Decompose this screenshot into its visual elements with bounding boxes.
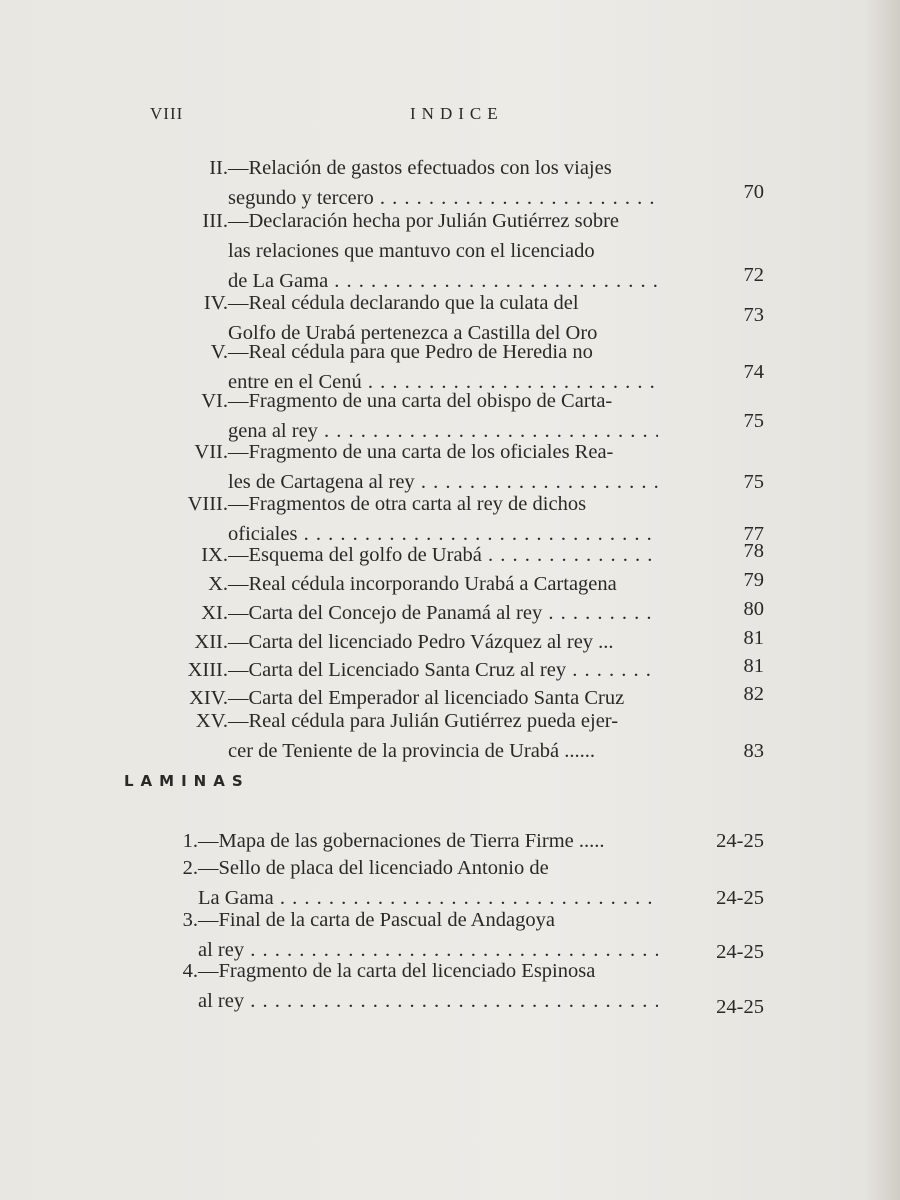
entry-text: entre en el Cenú . . . — [228, 367, 658, 397]
entry-line — [0, 627, 900, 657]
index-entry — [0, 706, 900, 766]
index-entry — [0, 598, 900, 628]
entry-line — [0, 153, 900, 183]
entry-page-ref: 24-25 — [716, 941, 764, 963]
entry-number: XIII. — [187, 659, 228, 681]
entry-number: XIV. — [189, 687, 228, 709]
entry-text: —Fragmento de la carta del licenciado Espinosa — [198, 960, 596, 982]
entry-page-ref: 80 — [743, 598, 764, 620]
entry-line — [0, 956, 900, 986]
index-entry — [0, 627, 900, 657]
entry-page-ref: 82 — [743, 683, 764, 705]
entry-line — [0, 540, 900, 570]
entry-text: —Fragmento de una carta de los oficiales Rea- — [228, 441, 614, 463]
plate-entry — [0, 826, 900, 856]
entry-text: —Declaración hecha por Julián Gutiérrez sobre — [228, 210, 620, 232]
entry-line — [0, 598, 900, 628]
entry-number: 2. — [182, 857, 198, 879]
entry-line — [0, 489, 900, 519]
entry-text: al rey . . . — [198, 986, 658, 1016]
entry-page-ref: 74 — [743, 361, 764, 383]
entry-text: —Fragmento de una carta del obispo de Carta- — [228, 390, 613, 412]
entry-text: —Carta del Emperador al licenciado Santa Cruz — [228, 687, 625, 709]
entry-number: XII. — [194, 631, 228, 653]
entry-text: —Relación de gastos efectuados con los viajes — [228, 157, 612, 179]
entry-text: les de Cartagena al rey . . . — [228, 467, 658, 497]
entry-line — [0, 905, 900, 935]
entry-number: IX. — [201, 544, 228, 566]
plate-entry — [0, 956, 900, 1016]
entry-number: XI. — [201, 602, 228, 624]
entry-line — [0, 853, 900, 883]
entry-number: VII. — [194, 441, 228, 463]
entry-text: Golfo de Urabá pertenezca a Castilla del Oro — [228, 322, 598, 344]
entry-text: oficiales . . . — [228, 519, 658, 549]
entry-page-ref: 72 — [743, 264, 764, 286]
entry-text: —Real cédula para Julián Gutiérrez pueda ejer- — [228, 710, 619, 732]
entry-number: X. — [208, 573, 228, 595]
index-entry — [0, 655, 900, 685]
entry-text: al rey . . . — [198, 935, 658, 965]
entry-text: —Real cédula para que Pedro de Heredia no — [228, 341, 593, 363]
entry-text: —Mapa de las gobernaciones de Tierra Firme ..... — [198, 830, 605, 852]
entry-number: 4. — [182, 960, 198, 982]
running-header — [0, 104, 900, 134]
index-entry — [0, 569, 900, 599]
entry-text: —Carta del licenciado Pedro Vázquez al rey ... — [228, 631, 614, 653]
entry-line — [0, 569, 900, 599]
entry-page-ref: 79 — [743, 569, 764, 591]
entry-page-ref: 81 — [743, 627, 764, 649]
entry-text: La Gama . . . — [198, 883, 658, 913]
entry-line — [0, 826, 900, 856]
entry-page-ref: 77 — [743, 523, 764, 545]
entry-line — [0, 337, 900, 367]
entry-number: 1. — [182, 830, 198, 852]
entry-number: VIII. — [187, 493, 228, 515]
index-entry — [0, 437, 900, 497]
entry-page-ref: 24-25 — [716, 996, 764, 1018]
entry-page-ref: 75 — [743, 471, 764, 493]
index-title: INDICE — [410, 104, 504, 123]
plate-entry — [0, 853, 900, 913]
index-entry — [0, 153, 900, 213]
entry-text: —Final de la carta de Pascual de Andagoya — [198, 909, 555, 931]
entry-page-ref: 73 — [743, 304, 764, 326]
entry-number: VI. — [201, 390, 228, 412]
entry-text: cer de Teniente de la provincia de Urabá ...... — [228, 740, 596, 762]
entry-line — [0, 288, 900, 318]
entry-number: 3. — [182, 909, 198, 931]
page-number: VIII — [150, 104, 184, 123]
entry-line — [0, 236, 900, 266]
entry-text: de La Gama . . . — [228, 266, 658, 296]
index-entry — [0, 540, 900, 570]
entry-number: III. — [202, 210, 228, 232]
entry-line — [0, 386, 900, 416]
entry-page-ref: 24-25 — [716, 887, 764, 909]
entry-page-ref: 75 — [743, 410, 764, 432]
entry-text: las relaciones que mantuvo con el licenciado — [228, 240, 595, 262]
entry-text: —Sello de placa del licenciado Antonio de — [198, 857, 549, 879]
entry-text: —Real cédula incorporando Urabá a Cartagena — [228, 573, 617, 595]
entry-number: IV. — [203, 292, 228, 314]
entry-page-ref: 24-25 — [716, 830, 764, 852]
entry-page-ref: 83 — [743, 740, 764, 762]
entry-text: —Carta del Concejo de Panamá al rey . . . — [228, 598, 658, 628]
entry-page-ref: 70 — [743, 181, 764, 203]
entry-text: —Carta del Licenciado Santa Cruz al rey . . . — [228, 655, 658, 685]
entry-number: II. — [209, 157, 228, 179]
entry-text: —Esquema del golfo de Urabá . . . — [228, 540, 658, 570]
entry-text: gena al rey . . . — [228, 416, 658, 446]
entry-text: —Fragmentos de otra carta al rey de dichos — [228, 493, 587, 515]
index-entry — [0, 206, 900, 296]
entry-line — [0, 736, 900, 766]
entry-line — [0, 986, 900, 1016]
entry-line — [0, 655, 900, 685]
entry-text: —Real cédula declarando que la culata del — [228, 292, 579, 314]
entry-line — [0, 437, 900, 467]
entry-line — [0, 706, 900, 736]
entry-text: segundo y tercero . . . — [228, 183, 658, 213]
entry-line — [0, 206, 900, 236]
entry-number: XV. — [195, 710, 228, 732]
entry-page-ref: 81 — [743, 655, 764, 677]
entry-page-ref: 78 — [743, 540, 764, 562]
laminas-heading: LAMINAS — [124, 772, 250, 790]
entry-number: V. — [210, 341, 228, 363]
